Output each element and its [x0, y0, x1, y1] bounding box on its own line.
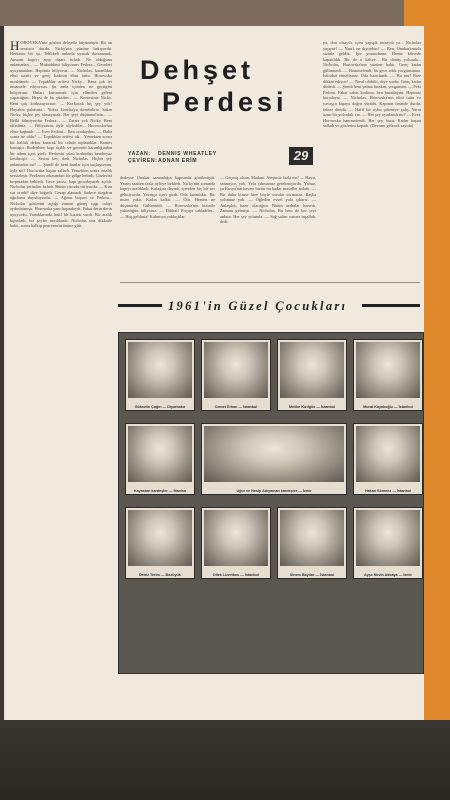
author-name: DENNIS WHEATLEY [158, 151, 217, 157]
child-photo [353, 339, 423, 411]
photo-caption: Ayşe Nevin Akkaya — İzmir [364, 573, 412, 577]
child-photo [201, 339, 271, 411]
photo-caption: Melike Kızılgöz — İstanbul [288, 405, 336, 409]
photo-caption: Sinem Baydar — İstanbul [289, 573, 335, 577]
photo-image [356, 510, 420, 566]
child-photo [125, 507, 195, 579]
article-title [140, 54, 288, 118]
translator-label: ÇEVİREN: [128, 158, 158, 164]
photo-image [204, 510, 268, 566]
child-photo [125, 339, 195, 411]
photo-caption: Hakan Sönmez — İstanbul [364, 489, 412, 493]
photo-caption: Gökselin Çağın — Diyarbakır [134, 405, 186, 409]
photo-gallery [118, 332, 424, 674]
drop-cap: H [10, 40, 20, 53]
child-photo [353, 423, 423, 495]
title-line-1: Dehşet [140, 55, 255, 85]
banner-bar-right [362, 304, 420, 307]
gallery-heading: 1961'in Güzel Çocukları [168, 299, 348, 313]
photo-caption: Deniz Terim — Bozüyük [139, 573, 181, 577]
photo-caption: Murat Kayalıoğlu — İstanbul [363, 405, 413, 409]
photo-image [128, 426, 192, 482]
article-column-2: dedeyse Onukar samanlığın kapısında görülmüştü. Yarım saatten fazla öyleye bekledi. Nicky'nin sonunda kapıyı aralıkladı. Kulağını dayadı, içeriden hiç bir ses gelmiyordu. Yavaşça içeri girdi. Oda karanlıktı. Bir mum yaktı. Kadın kalktı. — Ölü. Hemen ne düşünürdü. Gülümsedi. — Horowska'nın bizimle yakınlığını biliyoruz. — Dikkat! Fırçayı sakladılar... — Hoş geldiniz! Kalıntıya yaklaştılar. [120, 175, 215, 219]
photo-caption: Uğur ve Nesip Adıyaman kardeşler — İzmir [236, 489, 312, 493]
child-photo [125, 423, 195, 495]
page-number: 29 [289, 147, 313, 165]
child-photo [277, 339, 347, 411]
photo-image [280, 510, 344, 566]
child-photo [201, 423, 347, 495]
article-column-4: ya, don olsaydı, içim yapışık mısaydı ya... Nicholas yaşıyor! — Nasıl, ne diyordun? — Ben, Onukar'ımızla sizinle geldik. İşte yorumlama. Henüz kilisede kapatıldık. Bir de o kahve... Bir dönüş yolunda... Nicholas, Horowska'nın yüzüne baktı. Genç kadın gülümsedi. — Hanımefendi, bu gece artık yorgunsunuz. İstirahat etmelisiniz. Oda hazırlandı. — Bu mu? Bize dikkat ediyor? — Nasıl olabilir, diye sordu. Genç kadın dinledi. — Şimdi beni yalnız bırakın, yorgunum. — Peki Fedora. Fakat sakın korkma, ben buradayım. Hepimiz buradayız. — Nicholas, Horowska'nın elini tuttu ve yavaşça kapıya doğru yürüdü. Kapının önünde durdu, tekrar döndü. — Hafif bir uyku çekmeye çalış. Yarın uzun bir yolculuk var. — Her şey ayarlandı mı? — Evet, Horowska hanımefendi. Her şey hazır. Kadın başını salladı ve gözlerini kapadı. (Devamı gelecek sayıda) [323, 40, 421, 129]
section-divider [120, 282, 420, 283]
photo-caption: Dilek Lizertkos — İstanbul [213, 573, 259, 577]
gallery-banner [118, 288, 422, 326]
byline [128, 151, 217, 165]
banner-bar-left [118, 304, 162, 307]
page-top-edge [0, 0, 450, 26]
title-line-2: Perdesi [162, 87, 288, 117]
child-photo [277, 507, 347, 579]
photo-image [128, 510, 192, 566]
photo-image [204, 426, 344, 482]
photo-image [280, 342, 344, 398]
article-text-1: OROVSKA'nın gözleri dehşetle büyümüştü. Bir an sessizce durdu. Nicky'nin yüzüne bakıyordu. Herkesin bir işi, Tehlikeli anlarda uyanık davranmak, Ansızın kapıyı açıp dışarı fırladı. Ne olduğunu anlamadan... — Mukaddimi biliyorum Fedora... Geceleri uyuyamadım. Hepimiz biliyoruz. — Nicholas, karanlıkta elini uzattı ve genç kadının elini tuttu. Horowska mırıldandı: — Topaklılar arifesi Nicky... Bana çok iyi muamele ediyorsun. Şu anda içinden ne geçtiğini biliyorum. Onları kurtarmak için elimden geleni yapacağım. Hepsi de bu yüzden... — Kontesiniz Nicky. Beni çok korkutuyorsun. — Korkacak hiç şey yok! Hayatım pahasına... Yoksa Londra'ya dönebiliriz. Sakın Nicky, hiçbir şey olmayacak. Her şeyi düşünmelisin... — Belki bilmiyordur Fedora... — Zararı yok Nicky. Beni affediniz. — Biliyorum, öyle söylediler... Horowska'nın eline kapandı. — Evet Fedora... Ben oradaydım. — Daha sonra ne oldu? — Topaklılar arifesi idi... Yemekten sonra bir kalfalı dekor kurarak bir odada toplandılar. Kontes konuştu. Birdenbire kapı açıldı ve gecenin karanlığından bir adam içeri girdi. Herkesin yüzü korkudan bembeyaz kesilmişti. — Sesini kes, dedi Nicholas. Hiçbir şey anlamadın mı? — Şimdi de beni bunlar için suçluyorsun, öyle mi? Horowska başını salladı. Yemekten sonra ortalık sessizleşti. Perdenin arkasından bir gölge belirdi. Gözlerini kırpmadan bekledi. Gece yarısı, kapı gıcırdayarak açıldı. Nicholas yerinden fırladı. Bütün vücudu titriyordu. — Kim var orada? diye bağırdı. Cevap alamadı. Sadece rüzgârın uğultusu duyuluyordu. — Ağzını boşver ve Fedora... Nicholas gözlerini açtığı zaman güneş ışığı odayı aydınlatmıştı. Horowska yanı başındaydı. Fakat derin derin uyuyordu. Yanaklarında hafif bir kızartı vardı. Bir aralık kıpırdadı, bir şeyler mırıldandı. Nicholas ona dikkatle baktı, sonra kalkıp pencerenin önüne gitti. [10, 40, 112, 229]
photo-caption: Cemet Erhan — İstanbul [214, 405, 258, 409]
photo-image [128, 342, 192, 398]
page-bottom-shadow [0, 720, 450, 800]
article-column-3: — Geçmiş olsun, Madam. Ateşimiz fazla mı? — Hayır, sanmıyor, yok. Yola çıkmamız gerekmiyordu. Yalnız, şu Rusya'nın havası bizim bu kadar masallar anlattı. — Bir daha kimse bize böyle sorular sormasın. Başka yolumuz yok. — Öğleden evvel yola çıkarız. — Anlaşıldı, hazır olacağım. Bütün arabalar hazırdı. Zamanı gelmişti. — Nicholas, Bu hem de her şeyi anlatır. Her şey yolunda. — Sağ salim varırız inşallah, dedi. [220, 175, 316, 225]
translator-name: ADNAN ERİM [158, 158, 198, 164]
child-photo [201, 507, 271, 579]
article-column-1 [10, 40, 112, 606]
author-label: YAZAN: [128, 151, 151, 157]
photo-image [204, 342, 268, 398]
child-photo [353, 507, 423, 579]
photo-image [356, 342, 420, 398]
photo-caption: Kayastan kardeşler — Manisa [133, 489, 187, 493]
photo-image [356, 426, 420, 482]
